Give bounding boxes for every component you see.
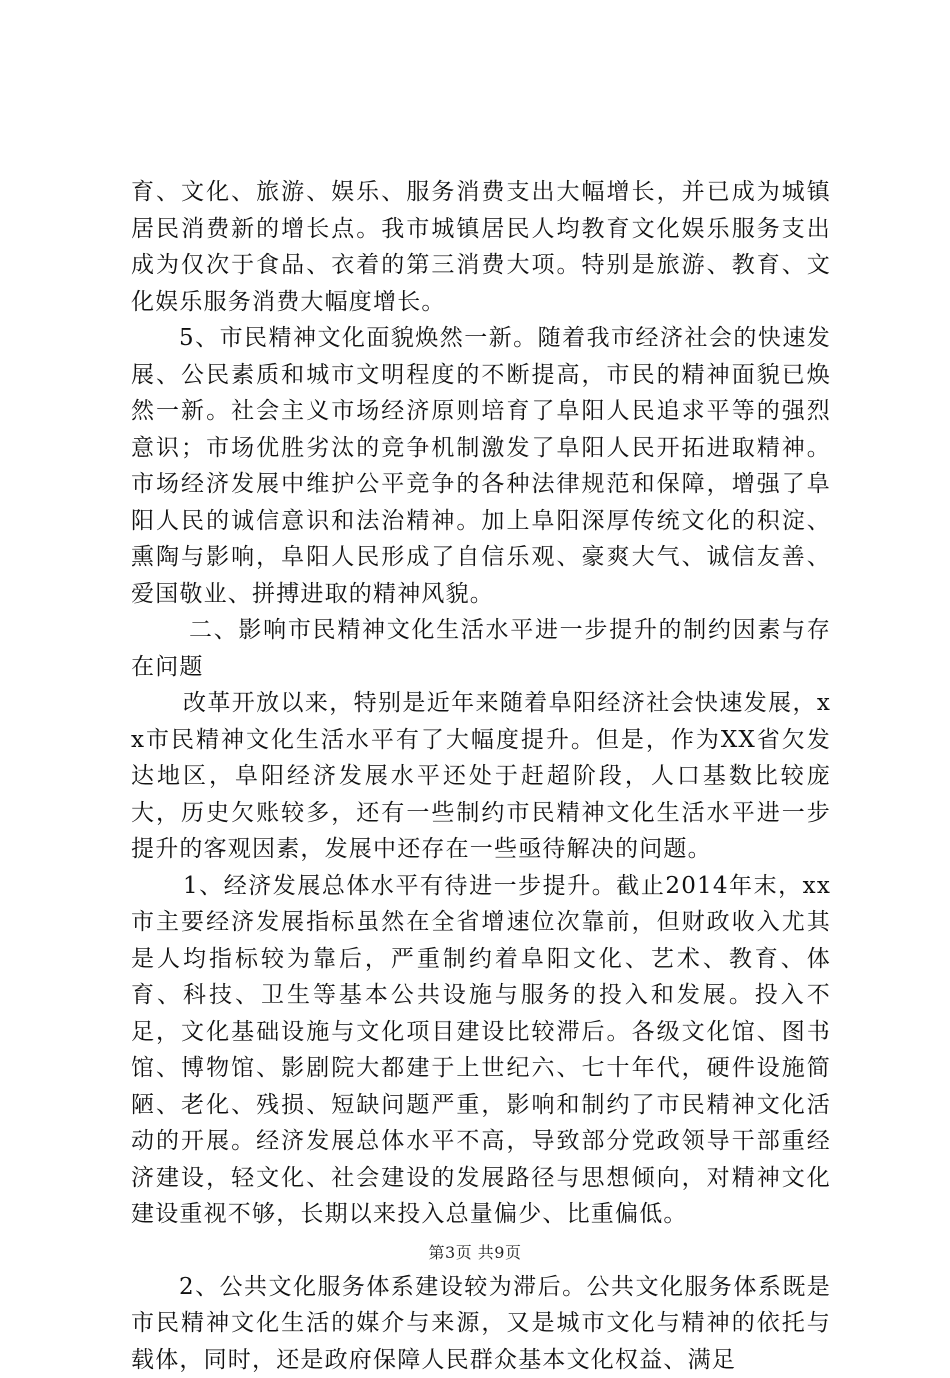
document-body: [131, 174, 831, 1378]
paragraph-item-2: 2、公共文化服务体系建设较为滞后。公共文化服务体系既是市民精神文化生活的媒介与来源，又是城市文化与精神的依托与载体，同时，还是政府保障人民群众基本文化权益、满足: [131, 1269, 831, 1378]
section-heading-2: 二、影响市民精神文化生活水平进一步提升的制约因素与存在问题: [131, 612, 831, 685]
page-number-footer: 第3页 共9页: [0, 1240, 950, 1263]
paragraph-item-1: 1、经济发展总体水平有待进一步提升。截止2014年末，xx市主要经济发展指标虽然在全省增速位次靠前，但财政收入尤其是人均指标较为靠后，严重制约着阜阳文化、艺术、教育、体育、科技、卫生等基本公共设施与服务的投入和发展。投入不足，文化基础设施与文化项目建设比较滞后。各级文化馆、图书馆、博物馆、影剧院大都建于上世纪六、七十年代，硬件设施简陋、老化、残损、短缺问题严重，影响和制约了市民精神文化活动的开展。经济发展总体水平不高，导致部分党政领导干部重经济建设，轻文化、社会建设的发展路径与思想倾向，对精神文化建设重视不够，长期以来投入总量偏少、比重偏低。: [131, 868, 831, 1233]
paragraph-reform-intro: 改革开放以来，特别是近年来随着阜阳经济社会快速发展，xx市民精神文化生活水平有了大幅度提升。但是，作为XX省欠发达地区，阜阳经济发展水平还处于赶超阶段，人口基数比较庞大，历史欠账较多，还有一些制约市民精神文化生活水平进一步提升的客观因素，发展中还存在一些亟待解决的问题。: [131, 685, 831, 868]
paragraph-consumption: 育、文化、旅游、娱乐、服务消费支出大幅增长，并已成为城镇居民消费新的增长点。我市城镇居民人均教育文化娱乐服务支出成为仅次于食品、衣着的第三消费大项。特别是旅游、教育、文化娱乐服务消费大幅度增长。: [131, 174, 831, 320]
paragraph-section-5: 5、市民精神文化面貌焕然一新。随着我市经济社会的快速发展、公民素质和城市文明程度的不断提高，市民的精神面貌已焕然一新。社会主义市场经济原则培育了阜阳人民追求平等的强烈意识；市场优胜劣汰的竞争机制激发了阜阳人民开拓进取精神。市场经济发展中维护公平竞争的各种法律规范和保障，增强了阜阳人民的诚信意识和法治精神。加上阜阳深厚传统文化的积淀、熏陶与影响，阜阳人民形成了自信乐观、豪爽大气、诚信友善、爱国敬业、拼搏进取的精神风貌。: [131, 320, 831, 612]
